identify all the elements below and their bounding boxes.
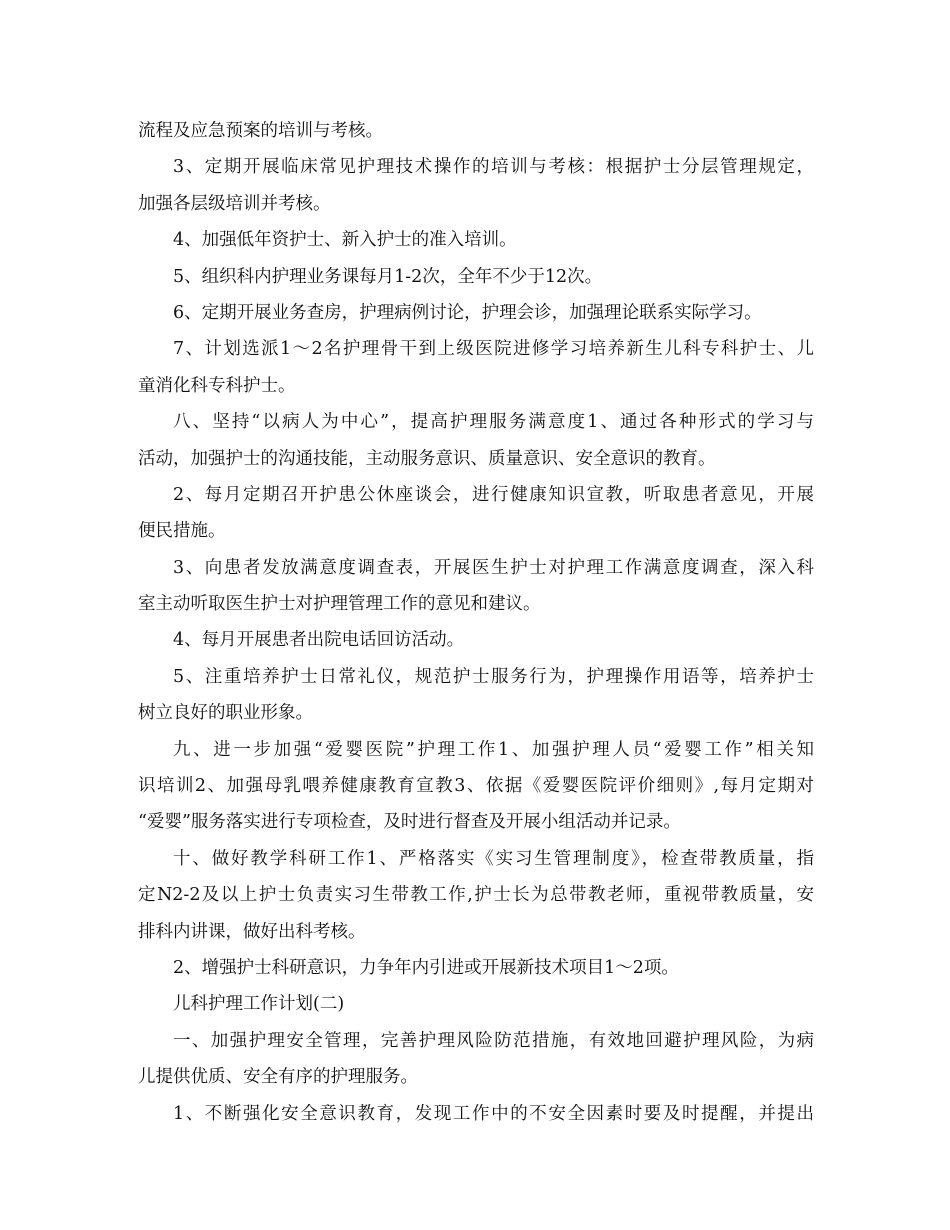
text-line: 2、每月定期召开护患公休座谈会，进行健康知识宣教，听取患者意见，开展 (173, 484, 814, 505)
text-line: 便民措施。 (138, 521, 226, 542)
text-line: 一、加强护理安全管理，完善护理风险防范措施，有效地回避护理风险，为病 (173, 1030, 814, 1051)
text-line: 流程及应急预案的培训与考核。 (138, 121, 383, 141)
text-line: 排科内讲课，做好出科考核。 (138, 921, 366, 942)
text-line: 加强各层级培训并考核。 (138, 193, 331, 214)
document-body (138, 113, 814, 1132)
text-line: 儿科护理工作计划(二) (173, 994, 345, 1015)
text-line: 7、计划选派1～2名护理骨干到上级医院进修学习培养新生儿科专科护士、儿 (173, 339, 814, 360)
text-line: “爱婴”服务落实进行专项检查，及时进行督查及开展小组活动并记录。 (138, 812, 681, 833)
text-line: 6、定期开展业务查房，护理病例讨论，护理会诊，加强理论联系实际学习。 (173, 302, 762, 323)
text-line: 室主动听取医生护士对护理管理工作的意见和建议。 (138, 594, 541, 615)
text-line: 树立良好的职业形象。 (138, 703, 313, 724)
text-line: 八、坚持“以病人为中心”，提高护理服务满意度1、通过各种形式的学习与 (173, 412, 814, 433)
text-line: 定N2-2及以上护士负责实习生带教工作,护士长为总带教老师，重视带教质量，安 (138, 885, 814, 906)
text-line: 儿提供优质、安全有序的护理服务。 (138, 1067, 418, 1088)
text-line: 5、注重培养护士日常礼仪，规范护士服务行为，护理操作用语等，培养护士 (173, 666, 814, 687)
text-line: 4、每月开展患者出院电话回访活动。 (173, 630, 465, 651)
text-line: 3、向患者发放满意度调查表，开展医生护士对护理工作满意度调查，深入科 (173, 557, 814, 578)
text-line: 活动，加强护士的沟通技能，主动服务意识、质量意识、安全意识的教育。 (138, 448, 716, 469)
text-line: 识培训2、加强母乳喂养健康教育宣教3、依据《爱婴医院评价细则》,每月定期对 (138, 776, 814, 797)
text-line: 5、组织科内护理业务课每月1-2次，全年不少于12次。 (173, 266, 603, 287)
text-line: 2、增强护士科研意识，力争年内引进或开展新技术项目1～2项。 (173, 957, 679, 978)
text-line: 4、加强低年资护士、新入护士的准入培训。 (173, 230, 517, 251)
text-line: 十、做好教学科研工作1、严格落实《实习生管理制度》，检查带教质量，指 (173, 848, 814, 869)
text-line: 童消化科专科护士。 (138, 375, 296, 396)
text-line: 3、定期开展临床常见护理技术操作的培训与考核：根据护士分层管理规定， (173, 157, 814, 178)
text-line: 九、进一步加强“爱婴医院”护理工作1、加强护理人员“爱婴工作”相关知 (173, 739, 814, 760)
text-line: 1、不断强化安全意识教育，发现工作中的不安全因素时要及时提醒，并提出 (173, 1103, 814, 1124)
